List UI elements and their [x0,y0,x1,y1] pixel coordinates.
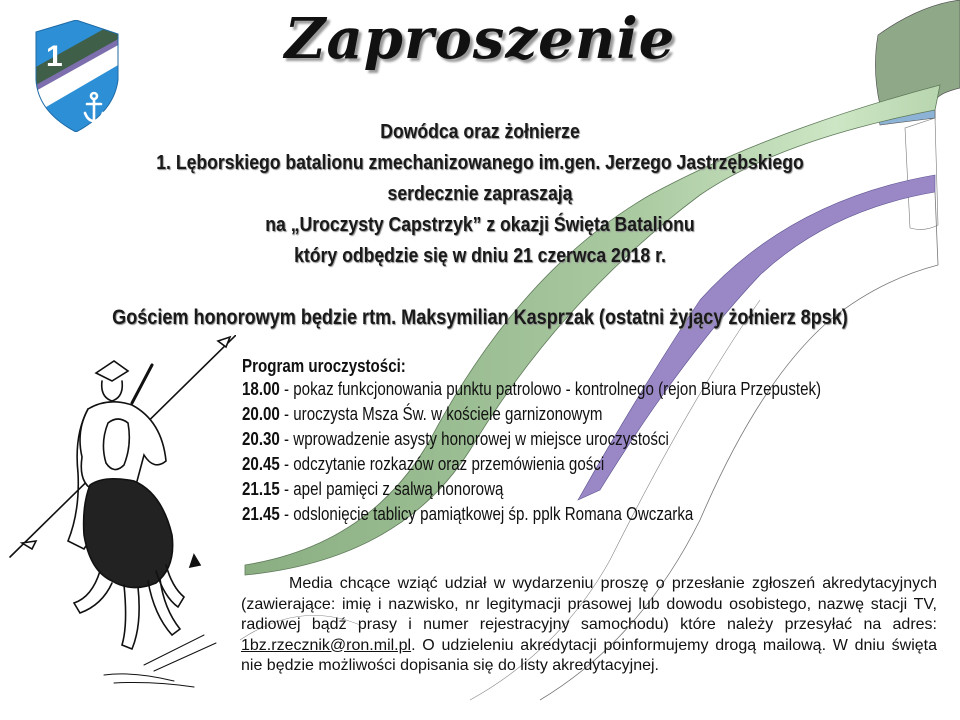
guest-of-honor: Gościem honorowym będzie rtm. Maksymilian Kasprzak (ostatni żyjący żołnierz 8psk) [112,306,848,329]
media-text-intro: Media chcące wziąć udział w wydarzeniu proszę o przesłanie zgłoszeń akredytacyjnych (zawierające: imię i nazwisko, nr legitymacji prasowej lub dowodu osobistego, nazwę stacji TV, radiowej bądź prasy i numer rejestracyjny samochodu) które należy przesyłać na adres: [241,575,937,633]
program-item-text: - odczytanie rozkazów oraz przemówienia gości [279,454,605,474]
program-item-time: 20.00 [242,404,280,424]
program-section [242,355,821,527]
emblem-number: 1 [46,40,63,73]
program-item [242,377,821,402]
program-item-time: 20.30 [242,429,280,449]
program-item-text: - odslonięcie tablicy pamiątkowej śp. pplk Romana Owczarka [279,504,694,524]
header-line-unit: 1. Lęborskiego batalionu zmechanizowanego im.gen. Jerzego Jastrzębskiego [156,152,804,174]
press-email-link[interactable]: 1bz.rzecznik@ron.mil.pl [241,636,412,654]
program-item-text: - apel pamięci z salwą honorową [279,479,504,499]
program-item-time: 21.45 [242,504,280,524]
header-line-inviters: Dowódca oraz żołnierze [380,121,580,143]
program-title: Program uroczystości: [242,356,406,376]
program-item-text: - pokaz funkcjonowania punktu patrolowo - kontrolnego (rejon Biura Przepustek) [279,379,822,399]
header-line-invite: serdecznie zapraszają [387,183,573,205]
program-item-time: 18.00 [242,379,280,399]
invitation-header [0,117,960,272]
program-item-time: 21.15 [242,479,280,499]
program-item-time: 20.45 [242,454,280,474]
program-item [242,402,821,427]
header-line-date: który odbędzie się w dniu 21 czerwca 2018 r. [294,245,666,267]
media-accreditation-paragraph [241,574,937,677]
cavalry-soldier-icon [4,335,236,705]
program-item [242,452,821,477]
program-item [242,477,821,502]
program-item-text: - wprowadzenie asysty honorowej w miejsce uroczystości [279,429,669,449]
program-item-text: - uroczysta Msza Św. w kościele garnizonowym [279,404,603,424]
media-text-outro: . O udzieleniu akredytacji poinformujemy drogą mailową. W dniu święta nie będzie możliwości dopisania się do listy akredytacyjnej. [241,636,937,674]
program-item [242,427,821,452]
program-item [242,502,821,527]
page-title: Zaproszenie [284,6,676,72]
header-line-event: na „Uroczysty Capstrzyk” z okazji Święta Batalionu [265,214,695,236]
